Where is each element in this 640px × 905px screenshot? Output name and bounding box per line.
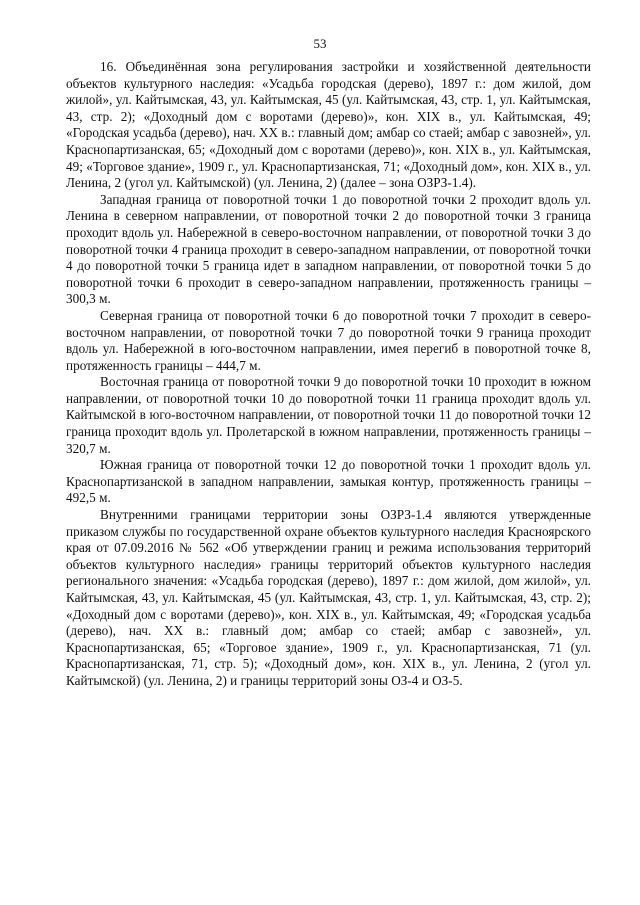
paragraph-zone-description: 16. Объединённая зона регулирования застройки и хозяйственной деятельности объектов культурного наследия: «Усадьба городская (дерево), 1897 г.: дом жилой, дом жилой», ул. Кайтымская, 43, ул. Кайтымская, 45 (ул. Кайтымская, 43, стр. 1, ул. Кайтымская, 43, стр. 2); «Доходный дом с воротами (дерево)», кон. XIX в., ул. Кайтымская, 49; «Городская усадьба (дерево), нач. XX в.: главный дом; амбар со стаей; амбар с завозней», ул. Краснопартизанская, 65; «Доходный дом с воротами (дерево)», кон. XIX в., ул. Кайтымская, 49; «Торговое здание», 1909 г., ул. Краснопартизанская, 71; «Доходный дом», кон. XIX в., ул. Ленина, 2 (угол ул. Кайтымской) (ул. Ленина, 2) (далее – зона ОЗРЗ-1.4). [66,59,591,191]
paragraph-northern-boundary: Северная граница от поворотной точки 6 до поворотной точки 7 проходит в северо-восточном направлении, от поворотной точки 7 до поворотной точки 9 граница проходит вдоль ул. Набережной в юго-восточном направлении, имея перегиб в поворотной точке 8, протяженность границы – 444,7 м. [66,307,591,373]
document-body [66,59,591,690]
page-number: 53 [313,36,327,51]
paragraph-southern-boundary: Южная граница от поворотной точки 12 до поворотной точки 1 проходит вдоль ул. Краснопартизанской в западном направлении, замыкая контур, протяженность границы – 492,5 м. [66,457,591,506]
paragraph-eastern-boundary: Восточная граница от поворотной точки 9 до поворотной точки 10 проходит в южном направлении, от поворотной точки 10 до поворотной точки 11 граница проходит вдоль ул. Кайтымской в юго-восточном направлении, от поворотной точки 11 до поворотной точки 12 граница проходит вдоль ул. Пролетарской в южном направлении, протяженность границы – 320,7 м. [66,374,591,456]
paragraph-internal-boundaries: Внутренними границами территории зоны ОЗРЗ-1.4 являются утвержденные приказом службы по государственной охране объектов культурного наследия Красноярского края от 07.09.2016 № 562 «Об утверждении границ и режима использования территорий объектов культурного наследия» границы территорий объектов культурного наследия регионального значения: «Усадьба городская (дерево), 1897 г.: дом жилой, дом жилой», ул. Кайтымская, 43, ул. Кайтымская, 45 (ул. Кайтымская, 43, стр. 1, ул. Кайтымская, 43, стр. 2); «Доходный дом с воротами (дерево)», кон. XIX в., ул. Кайтымская, 49; «Городская усадьба (дерево), нач. XX в.: главный дом; амбар со стаей; амбар с завозней», ул. Краснопартизанская, 65; «Торговое здание», 1909 г., ул. Краснопартизанская, 71 (ул. Краснопартизанская, 71, стр. 5); «Доходный дом», кон. XIX в., ул. Ленина, 2 (угол ул. Кайтымской) (ул. Ленина, 2) и границы территорий зоны ОЗ-4 и ОЗ-5. [66,507,591,688]
paragraph-western-boundary: Западная граница от поворотной точки 1 до поворотной точки 2 проходит вдоль ул. Ленина в северном направлении, от поворотной точки 2 до поворотной точки 3 граница проходит вдоль ул. Набережной в северо-восточном направлении, от поворотной точки 3 до поворотной точки 4 граница проходит в северо-западном направлении, от поворотной точки 4 до поворотной точки 5 граница идет в западном направлении, от поворотной точки 5 до поворотной точки 6 проходит в северо-западном направлении, протяженность границы – 300,3 м. [66,191,591,307]
